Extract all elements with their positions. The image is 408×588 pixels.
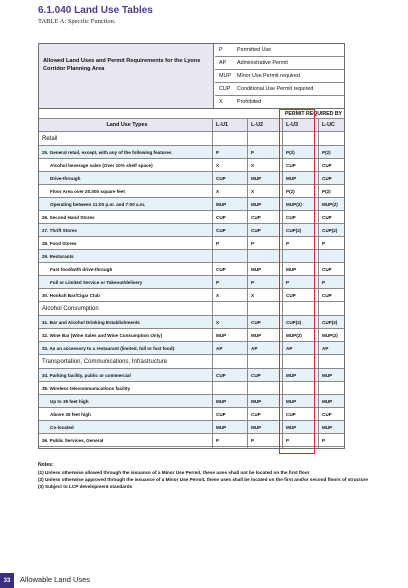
legend-heading: Allowed Land Uses and Permit Requirements for the Lyons Corridor Planning Area [43, 58, 201, 72]
category-label: Alcohol Consumption [42, 305, 99, 312]
land-use-label: 26. Second Hand Stores [42, 214, 95, 220]
permit-value [247, 382, 282, 394]
permit-value: AP [286, 345, 293, 351]
permit-value: P [322, 240, 326, 246]
permit-value: CUP [322, 162, 332, 168]
land-use-label: Up to 35 feet high [50, 398, 89, 404]
permit-value: X [251, 188, 255, 194]
permit-value: MUP [322, 398, 333, 404]
table-row [38, 159, 345, 172]
legend-code: P [219, 47, 223, 53]
permit-value: X [216, 162, 220, 168]
permit-value: CUP [322, 266, 332, 272]
land-use-label: 27. Thrift Stores [42, 227, 77, 233]
table-row [38, 382, 345, 395]
legend-code: CUP [219, 86, 231, 92]
legend-item [215, 83, 345, 96]
permit-value: MUP [286, 266, 297, 272]
land-use-label: Operating between 11:00 p.m. and 7:00 a.m. [50, 201, 146, 207]
permit-value: P [322, 437, 326, 443]
permit-value: CUP [216, 411, 226, 417]
legend-item [215, 44, 345, 57]
permit-value: MUP [251, 266, 262, 272]
legend-text: Conditional Use Permit required [237, 86, 314, 92]
legend-code: X [219, 99, 223, 105]
permit-value: MUP [286, 398, 297, 404]
permit-value: MUP [251, 201, 262, 207]
legend-text: Administrative Permit [237, 60, 288, 66]
permit-value: X [216, 188, 220, 194]
permit-value: MUP [251, 175, 262, 181]
permit-value: P [251, 437, 255, 443]
land-use-label: 28. Food Stores [42, 240, 77, 246]
legend-text: Minor Use Permit required [237, 73, 300, 79]
category-label: Retail [42, 135, 58, 142]
permit-value: P(2) [286, 149, 295, 155]
permit-value: MUP(2) [286, 332, 302, 338]
permit-value: CUP [322, 214, 332, 220]
permit-value: CUP [251, 227, 261, 233]
permit-value: MUP(2) [286, 201, 302, 207]
land-use-label: 25. General retail, except, with any of the following features [42, 149, 172, 155]
table-row [38, 329, 345, 342]
permit-value: CUP [322, 411, 332, 417]
column-header-zone: L-U1 [216, 122, 228, 128]
land-use-label: Co-located [50, 424, 74, 430]
permit-value: AP [251, 345, 258, 351]
legend-text: Prohibited [237, 99, 262, 105]
permit-value: CUP [216, 372, 226, 378]
table-row [38, 369, 345, 382]
permit-value: P [286, 240, 290, 246]
table-row [38, 250, 345, 263]
permit-value: MUP [251, 332, 262, 338]
table-row [38, 342, 345, 355]
permit-value: MUP [216, 424, 227, 430]
table-row [38, 289, 345, 302]
table-row [38, 224, 345, 237]
permit-value: CUP [216, 266, 226, 272]
permit-value: CUP(2) [322, 227, 338, 233]
permit-value: CUP [251, 411, 261, 417]
notes [38, 462, 403, 490]
permit-value: P(2) [286, 188, 295, 194]
land-use-label: Drive-through [50, 175, 81, 181]
legend-code: MUP [219, 73, 231, 79]
permit-value: P [286, 437, 290, 443]
permit-value: CUP(2) [322, 319, 338, 325]
permit-value: CUP [216, 227, 226, 233]
category-row [38, 355, 345, 369]
page-number: 33 [0, 573, 14, 588]
permit-value [318, 382, 345, 394]
permit-value: P [216, 149, 220, 155]
permit-value: MUP(2) [322, 201, 338, 207]
legend-item [215, 96, 345, 109]
permit-value: P(2) [322, 188, 331, 194]
permit-value: CUP(2) [286, 227, 302, 233]
land-use-label: 31. Bar and Alcohol Drinking Establishments [42, 319, 140, 325]
table-row [38, 316, 345, 329]
permit-value: X [251, 162, 255, 168]
land-use-label: 33. As an accessory to a restaurant (limited, full or fast food) [42, 345, 175, 351]
permit-value [212, 250, 247, 262]
table-row [38, 276, 345, 289]
category-row [38, 302, 345, 316]
land-use-label: Floor Area over 20,000 square feet [50, 188, 125, 194]
permit-value: P [251, 279, 255, 285]
permit-value: MUP [286, 424, 297, 430]
permit-value: MUP [251, 398, 262, 404]
land-use-label: Full or Limited Service or Takeout/delivery [50, 279, 143, 285]
permit-value: CUP [216, 214, 226, 220]
category-label: Transportation, Communications, Infrastructure [42, 358, 168, 365]
permit-value: P [322, 279, 326, 285]
land-use-label: 30. Hookah Bar/Cigar Club [42, 292, 100, 298]
land-use-label: 34. Parking facility, public or commercial [42, 372, 131, 378]
permit-value [212, 382, 247, 394]
permit-value: P [216, 437, 220, 443]
land-use-label: 32. Wine Bar (Wine Sales and Wine Consumption Only) [42, 332, 163, 338]
note-line: (2) Unless otherwise approved through the issuance of a Minor Use Permit, these uses shall be located on the first and/or second floors of structure [38, 477, 369, 482]
permit-value: MUP [286, 372, 297, 378]
permit-value: CUP [286, 292, 296, 298]
land-use-label: 36. Public Services, General [42, 437, 104, 443]
notes-title: Notes: [38, 462, 54, 468]
legend-heading-cell [39, 44, 214, 108]
permit-value: MUP [322, 372, 333, 378]
permit-value: P [216, 240, 220, 246]
table-row [38, 198, 345, 211]
table-row [38, 185, 345, 198]
table-row [38, 172, 345, 185]
permit-value: CUP [322, 175, 332, 181]
permit-value: MUP [286, 175, 297, 181]
permit-value: MUP [251, 424, 262, 430]
permit-value: P [251, 240, 255, 246]
permit-value: CUP(2) [286, 319, 302, 325]
permit-value: P [216, 279, 220, 285]
table-row [38, 263, 345, 276]
table-row [38, 237, 345, 250]
permit-value [247, 250, 282, 262]
permit-value: CUP [322, 292, 332, 298]
permit-value: MUP(2) [322, 332, 338, 338]
footer-label: Allowable Land Uses [20, 575, 91, 584]
category-row [38, 132, 345, 146]
column-header-zone: L-U2 [251, 122, 263, 128]
table-row [38, 395, 345, 408]
permit-value: CUP [251, 319, 261, 325]
permit-value: CUP [251, 214, 261, 220]
table-row [38, 211, 345, 224]
land-use-label: Above 35 feet high [50, 411, 91, 417]
table-row [38, 421, 345, 434]
note-line: (1) Unless otherwise allowed through the issuance of a Minor Use Permit, these uses shall not be located on the first floor [38, 470, 310, 475]
permit-value: MUP [216, 398, 227, 404]
legend-item [215, 70, 345, 83]
land-use-label: Alcohol beverage sales (Over 10% shelf space) [50, 162, 153, 168]
permit-value: AP [322, 345, 329, 351]
table-row [38, 146, 345, 159]
table-row [38, 434, 345, 447]
legend-box [38, 43, 345, 109]
permit-value: CUP [251, 372, 261, 378]
permit-value: MUP [322, 424, 333, 430]
permit-value [318, 250, 345, 262]
zone-header-row [38, 109, 345, 119]
note-line: (3) Subject to LCP development standards [38, 484, 133, 489]
permit-value: P [251, 149, 255, 155]
permit-value: AP [216, 345, 223, 351]
permit-value: P(2) [322, 149, 331, 155]
legend-code: AP [219, 60, 227, 66]
legend-text: Permitted Use [237, 47, 272, 53]
legend-item [215, 57, 345, 70]
permit-value [282, 382, 318, 394]
permit-value: CUP [286, 411, 296, 417]
land-use-label: 35. Wireless telecommunications facility [42, 385, 131, 391]
permit-value: CUP [286, 162, 296, 168]
permit-value: X [216, 292, 220, 298]
land-use-label: 29. Resturants [42, 253, 74, 259]
column-header-row [38, 119, 345, 132]
permit-value: MUP [216, 332, 227, 338]
permit-value: X [251, 292, 255, 298]
column-header-zone: L-U3 [286, 122, 298, 128]
zone-header: PERMIT REQUIRED BY [284, 111, 343, 117]
column-header-land-use: Land Use Types [106, 122, 148, 128]
section-title: 6.1.040 Land Use Tables [38, 5, 153, 16]
permit-value [282, 250, 318, 262]
land-use-label: Fast food/with drive-through [50, 266, 113, 272]
permit-value: MUP [216, 201, 227, 207]
table-row [38, 408, 345, 421]
table-caption: TABLE A: Specific Function. [38, 18, 116, 25]
column-header-zone: L-UC [322, 122, 335, 128]
permit-value: CUP [286, 214, 296, 220]
permit-value: P [286, 279, 290, 285]
permit-value: X [216, 319, 220, 325]
permit-value: CUP [216, 175, 226, 181]
